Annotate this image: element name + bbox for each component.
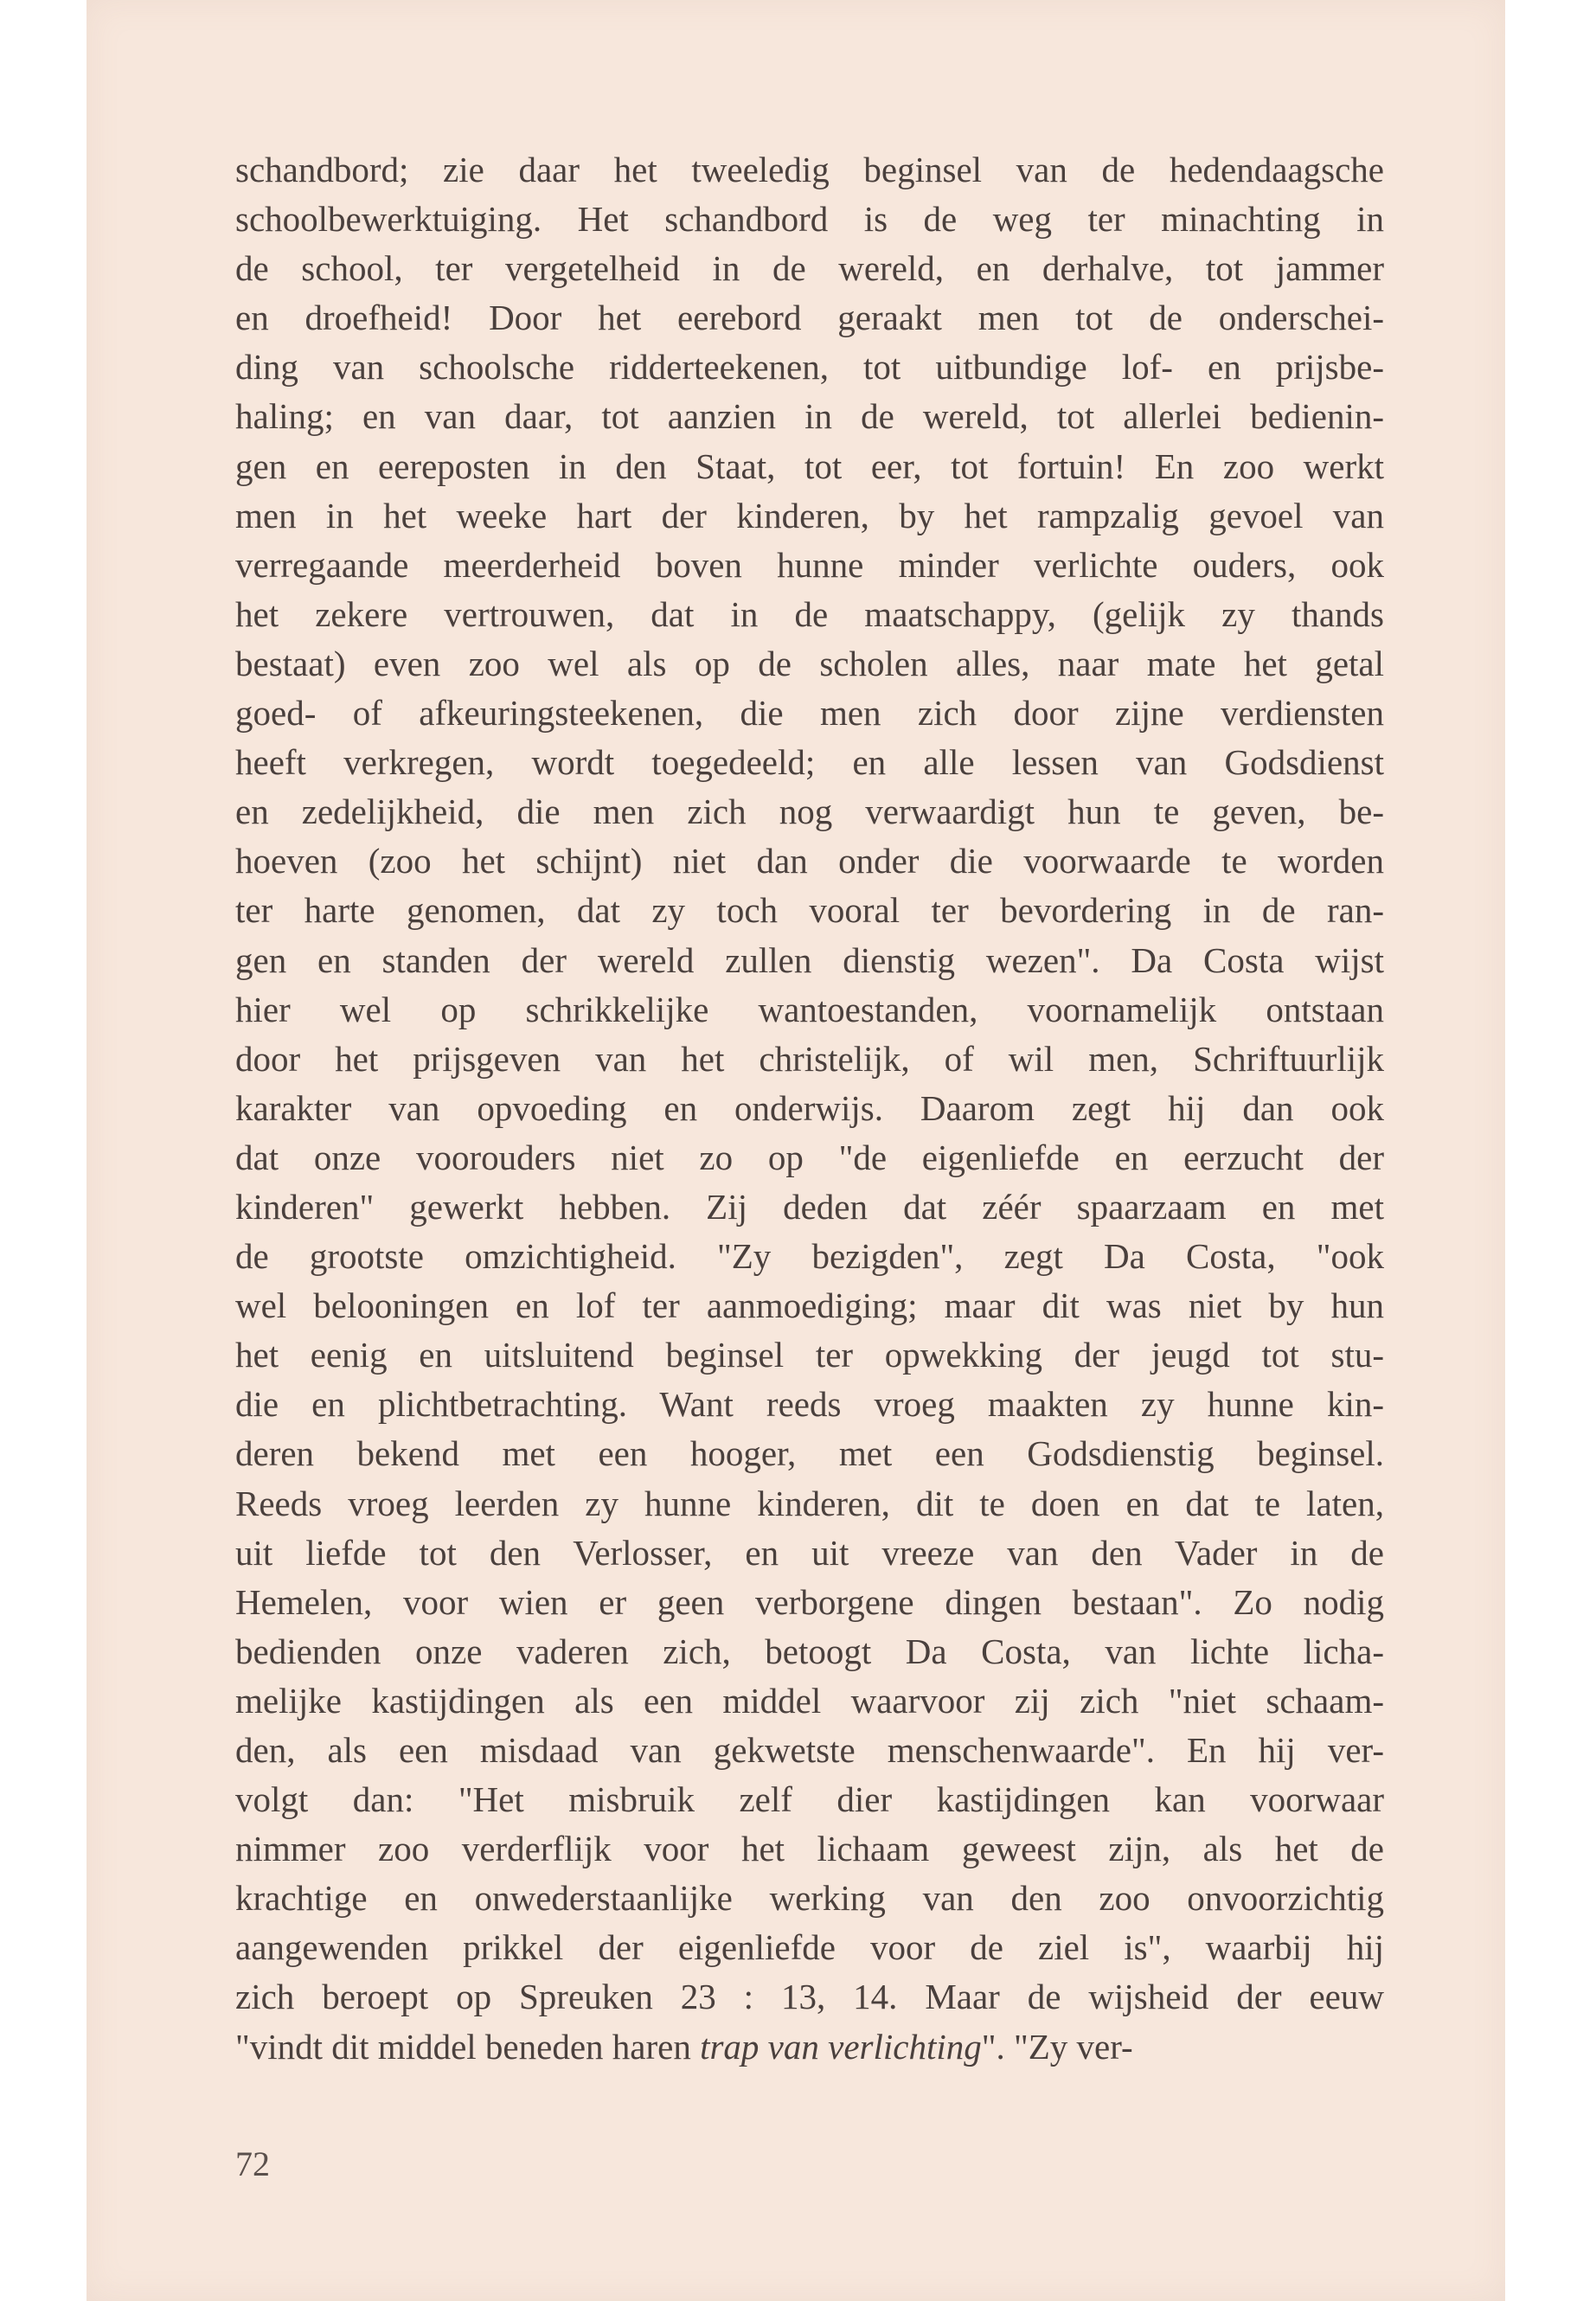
text-line: het zekere vertrouwen, dat in de maatschappy, (gelijk zy thands: [235, 593, 1384, 634]
text-line: melijke kastijdingen als een middel waarvoor zij zich "niet schaam-: [235, 1680, 1384, 1721]
text-line: bedienden onze vaderen zich, betoogt Da Costa, van lichte licha-: [235, 1631, 1384, 1671]
book-page: [87, 0, 1505, 2301]
last-line-before: "vindt dit middel beneden haren: [235, 2026, 701, 2067]
text-line: die en plichtbetrachting. Want reeds vroeg maakten zy hunne kin-: [235, 1384, 1384, 1425]
text-line: heeft verkregen, wordt toegedeeld; en alle lessen van Godsdienst: [235, 742, 1384, 783]
text-line: verregaande meerderheid boven hunne minder verlichte ouders, ook: [235, 544, 1384, 585]
text-line: haling; en van daar, tot aanzien in de wereld, tot allerlei bedienin-: [235, 396, 1384, 437]
text-line: de school, ter vergetelheid in de wereld, en derhalve, tot jammer: [235, 248, 1384, 289]
text-line: gen en standen der wereld zullen dienstig wezen". Da Costa wijst: [235, 939, 1384, 980]
text-line: karakter van opvoeding en onderwijs. Daarom zegt hij dan ook: [235, 1087, 1384, 1128]
text-line: den, als een misdaad van gekwetste menschenwaarde". En hij ver-: [235, 1730, 1384, 1770]
text-line: kinderen" gewerkt hebben. Zij deden dat zéér spaarzaam en met: [235, 1186, 1384, 1227]
text-line-last: [235, 2022, 1384, 2072]
text-line: en zedelijkheid, die men zich nog verwaardigt hun te geven, be-: [235, 792, 1384, 832]
text-line: ter harte genomen, dat zy toch vooral ter bevordering in de ran-: [235, 890, 1384, 931]
text-line: aangewenden prikkel der eigenliefde voor de ziel is", waarbij hij: [235, 1927, 1384, 1968]
text-line: schandbord; zie daar het tweeledig beginsel van de hedendaagsche: [235, 150, 1384, 189]
text-line: schoolbewerktuiging. Het schandbord is de weg ter minachting in: [235, 199, 1384, 240]
text-line: door het prijsgeven van het christelijk, of wil men, Schriftuurlijk: [235, 1038, 1384, 1079]
text-line: uit liefde tot den Verlosser, en uit vreeze van den Vader in de: [235, 1532, 1384, 1573]
text-line: bestaat) even zoo wel als op de scholen alles, naar mate het getal: [235, 643, 1384, 683]
body-text: [235, 145, 1384, 2072]
text-line: de grootste omzichtigheid. "Zy bezigden", zegt Da Costa, "ook: [235, 1236, 1384, 1277]
text-line: ding van schoolsche ridderteekenen, tot uitbundige lof- en prijsbe-: [235, 347, 1384, 388]
last-line-after: ". "Zy ver-: [981, 2026, 1133, 2067]
text-line: en droefheid! Door het eerebord geraakt men tot de onderschei-: [235, 298, 1384, 338]
text-line: gen en eereposten in den Staat, tot eer, tot fortuin! En zoo werkt: [235, 445, 1384, 486]
text-line: Hemelen, voor wien er geen verborgene dingen bestaan". Zo nodig: [235, 1581, 1384, 1622]
text-line: zich beroept op Spreuken 23 : 13, 14. Maar de wijsheid der eeuw: [235, 1977, 1384, 2017]
text-line: goed- of afkeuringsteekenen, die men zich door zijne verdiensten: [235, 693, 1384, 734]
text-line: men in het weeke hart der kinderen, by het rampzalig gevoel van: [235, 495, 1384, 535]
text-line: hier wel op schrikkelijke wantoestanden, voornamelijk ontstaan: [235, 989, 1384, 1029]
text-line: volgt dan: "Het misbruik zelf dier kastijdingen kan voorwaar: [235, 1779, 1384, 1820]
text-line: dat onze voorouders niet zo op "de eigenliefde en eerzucht der: [235, 1137, 1384, 1177]
text-line: Reeds vroeg leerden zy hunne kinderen, dit te doen en dat te laten,: [235, 1483, 1384, 1523]
italic-phrase: trap van verlichting: [700, 2026, 982, 2067]
page-number: 72: [235, 2144, 270, 2183]
text-line: nimmer zoo verderflijk voor het lichaam geweest zijn, als het de: [235, 1829, 1384, 1869]
text-line: deren bekend met een hooger, met een Godsdienstig beginsel.: [235, 1433, 1384, 1474]
text-line: het eenig en uitsluitend beginsel ter opwekking der jeugd tot stu-: [235, 1335, 1384, 1375]
text-line: hoeven (zoo het schijnt) niet dan onder die voorwaarde te worden: [235, 841, 1384, 881]
text-line: krachtige en onwederstaanlijke werking van den zoo onvoorzichtig: [235, 1878, 1384, 1919]
text-line: wel belooningen en lof ter aanmoediging; maar dit was niet by hun: [235, 1285, 1384, 1326]
